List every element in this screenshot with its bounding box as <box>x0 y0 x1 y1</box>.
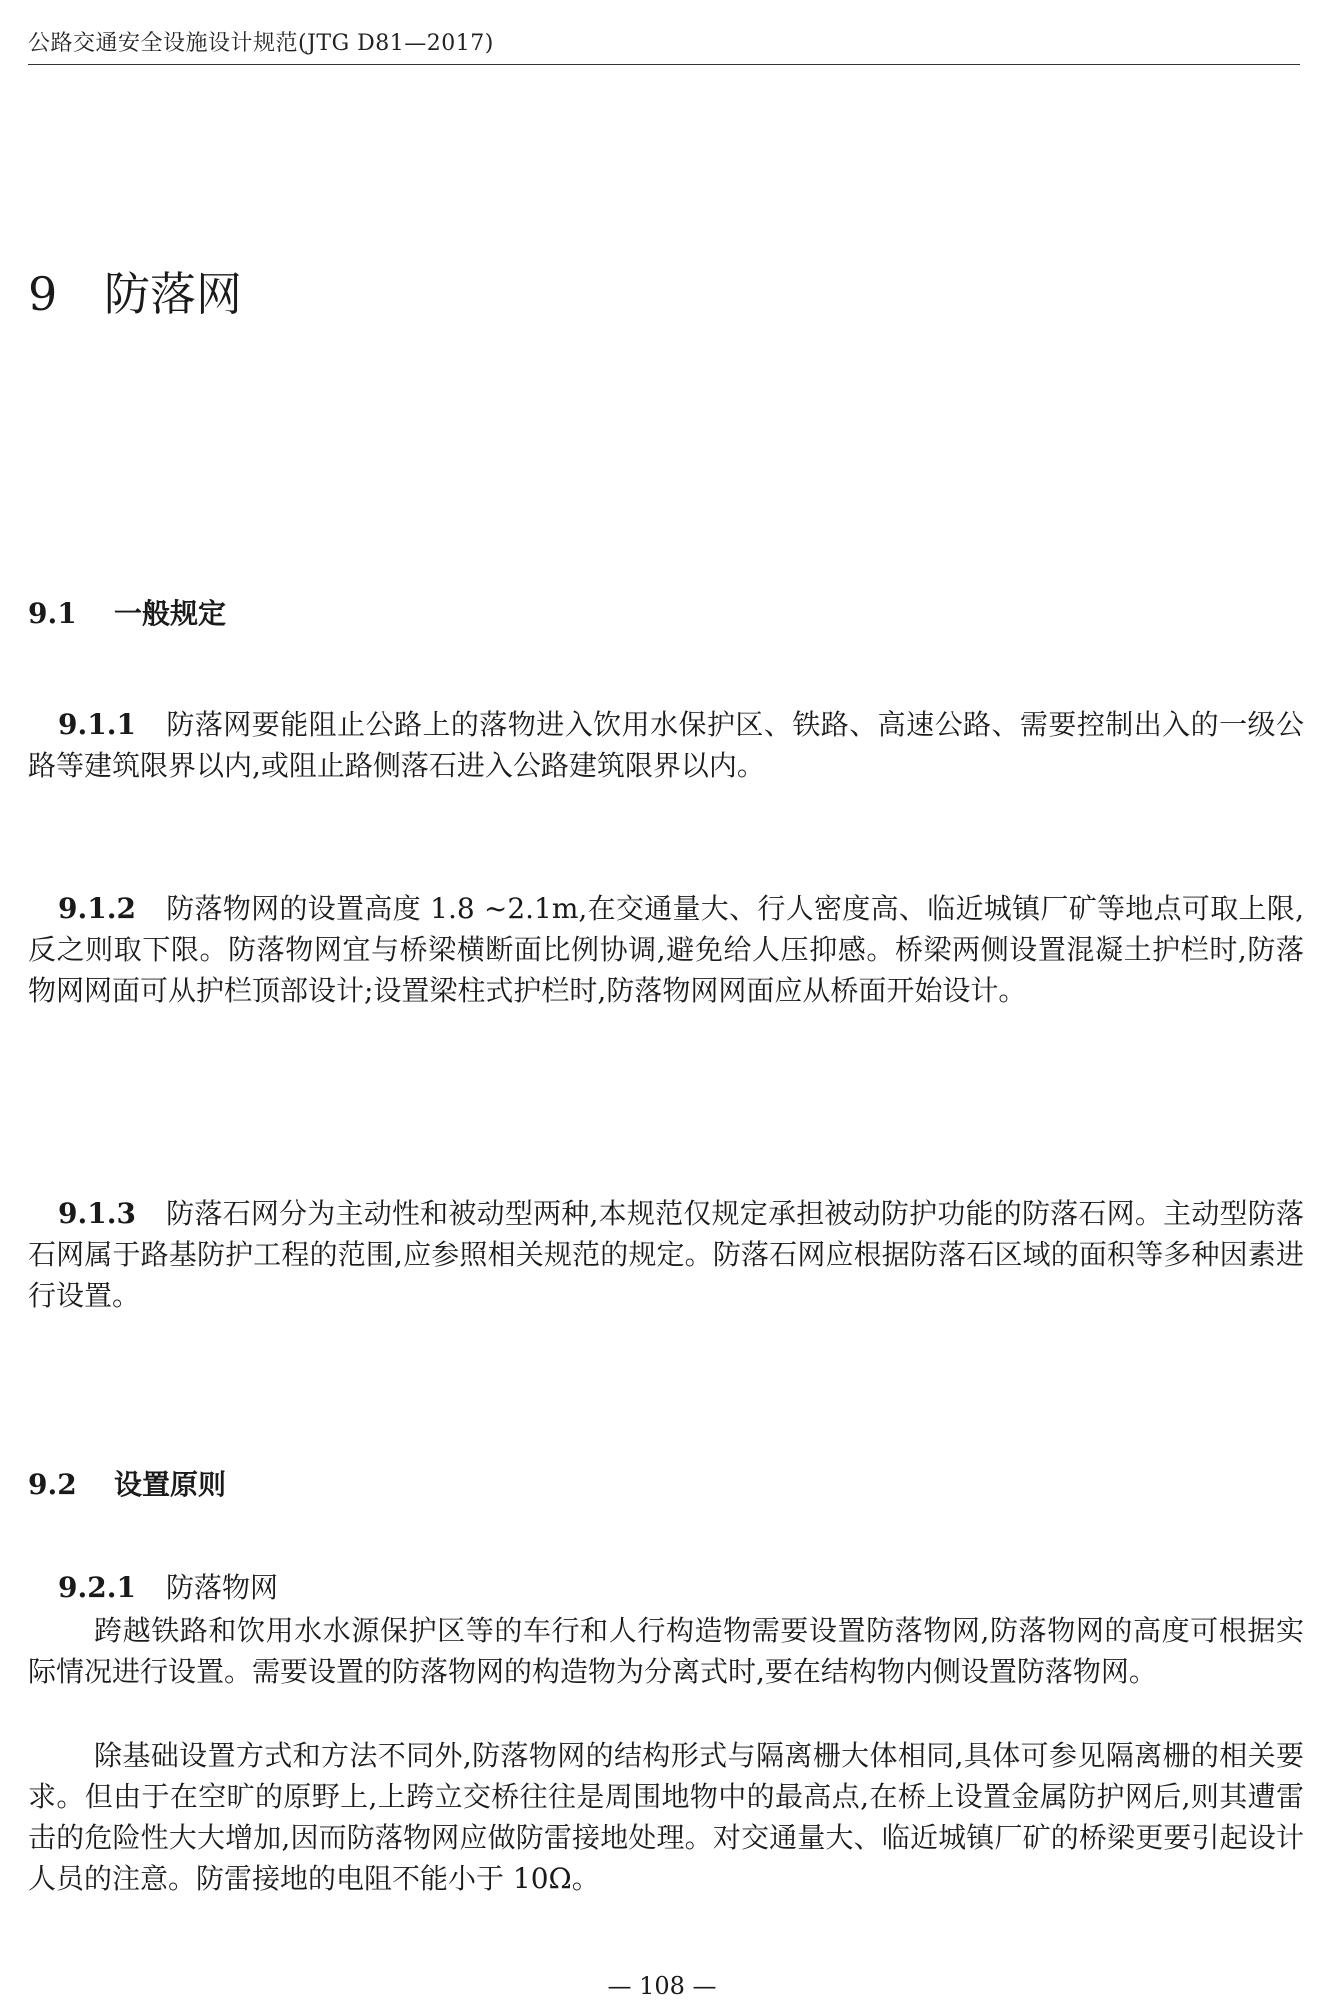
header-rule <box>28 64 1300 65</box>
section-heading-9-2 <box>28 1463 226 1503</box>
clause-9-1-2 <box>28 888 1304 1011</box>
clause-9-2-1-heading <box>28 1567 1304 1608</box>
section-title: 设置原则 <box>114 1468 227 1501</box>
section-heading-9-1 <box>28 592 226 632</box>
page-number: — 108 — <box>607 1972 717 2000</box>
clause-text: 防落物网的设置高度 1.8 ~2.1m,在交通量大、行人密度高、临近城镇厂矿等地点可取上限,反之则取下限。防落物网宜与桥梁横断面比例协调,避免给人压抑感。桥梁两侧设置混凝土护栏时,防落物网网面可从护栏顶部设计;设置梁柱式护栏时,防落物网网面应从桥面开始设计。 <box>28 892 1304 1007</box>
clause-9-1-3 <box>28 1193 1304 1316</box>
section-number: 9.1 <box>28 597 77 630</box>
chapter-title-text: 防落网 <box>104 267 242 321</box>
clause-number: 9.1.3 <box>58 1197 136 1230</box>
clause-number: 9.1.1 <box>58 708 136 741</box>
section-title: 一般规定 <box>114 597 227 630</box>
clause-9-2-1-paragraph-1: 跨越铁路和饮用水水源保护区等的车行和人行构造物需要设置防落物网,防落物网的高度可根据实际情况进行设置。需要设置的防落物网的构造物为分离式时,要在结构物内侧设置防落物网。 <box>28 1614 1304 1688</box>
chapter-title <box>28 258 242 324</box>
running-header: 公路交通安全设施设计规范(JTG D81—2017) <box>28 31 494 56</box>
clause-title: 防落物网 <box>165 1571 278 1604</box>
clause-number: 9.1.2 <box>58 892 136 925</box>
clause-text: 防落石网分为主动性和被动型两种,本规范仅规定承担被动防护功能的防落石网。主动型防落石网属于路基防护工程的范围,应参照相关规范的规定。防落石网应根据防落石区域的面积等多种因素进行设置。 <box>28 1197 1304 1312</box>
chapter-number: 9 <box>28 267 58 321</box>
clause-9-2-1-paragraph-2: 除基础设置方式和方法不同外,防落物网的结构形式与隔离栅大体相同,具体可参见隔离栅的相关要求。但由于在空旷的原野上,上跨立交桥往往是周围地物中的最高点,在桥上设置金属防护网后,则其遭雷击的危险性大大增加,因而防落物网应做防雷接地处理。对交通量大、临近城镇厂矿的桥梁更要引起设计人员的注意。防雷接地的电阻不能小于 10Ω。 <box>28 1739 1304 1895</box>
section-number: 9.2 <box>28 1468 77 1501</box>
clause-9-1-1 <box>28 704 1304 786</box>
clause-text: 防落网要能阻止公路上的落物进入饮用水保护区、铁路、高速公路、需要控制出入的一级公路等建筑限界以内,或阻止路侧落石进入公路建筑限界以内。 <box>28 708 1304 782</box>
clause-number: 9.2.1 <box>58 1571 136 1604</box>
